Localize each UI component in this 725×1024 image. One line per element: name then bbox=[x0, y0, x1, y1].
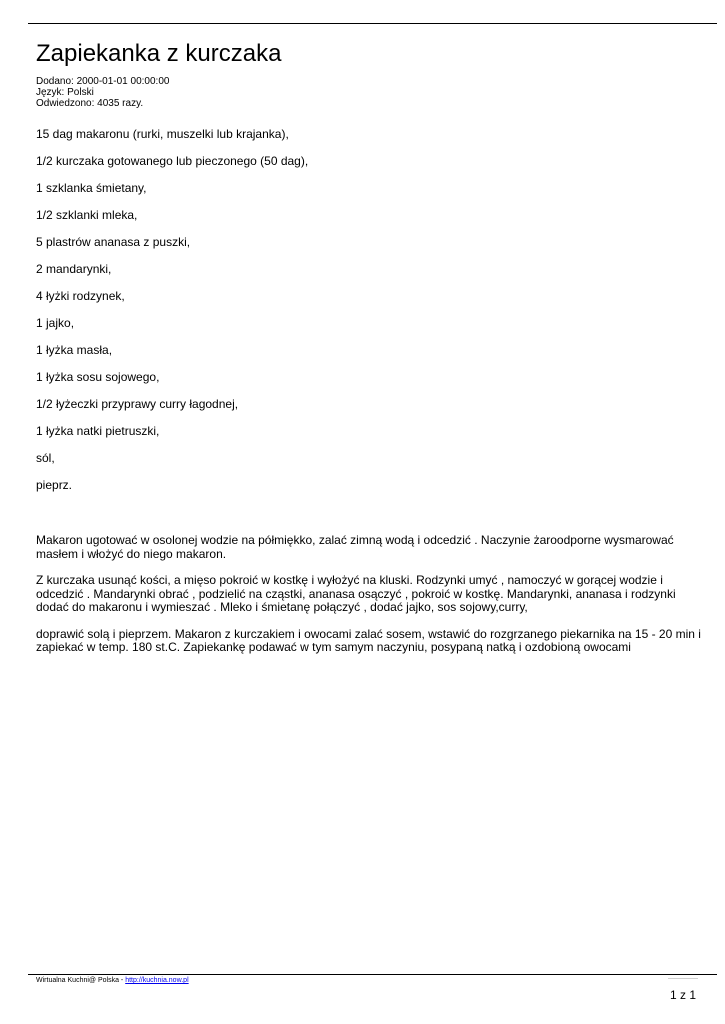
ingredient-item: 1 szklanka śmietany, bbox=[36, 181, 147, 195]
instruction-paragraph: Z kurczaka usunąć kości, a mięso pokroić w kostkę i wyłożyć na kluski. Rodzynki umyć , namoczyć w gorącej wodzie i odcedzić . Mandarynki obrać , podzielić na cząstki, ananasa osączyć , pokroić w kostkę. Mandarynki, ananasa i rodzynki dodać do makaronu i wymieszać . Mleko i śmietanę połączyć , dodać jajko, sos sojowy,curry, bbox=[36, 573, 676, 614]
ingredient-item: 1 jajko, bbox=[36, 316, 75, 330]
page-number: 1 z 1 bbox=[670, 988, 697, 1002]
ingredient-item: 1/2 łyżeczki przyprawy curry łagodnej, bbox=[36, 397, 239, 411]
recipe-title: Zapiekanka z kurczaka bbox=[36, 40, 282, 67]
ingredient-item: 1/2 szklanki mleka, bbox=[36, 208, 138, 222]
footer-divider bbox=[28, 974, 717, 975]
ingredient-item: sól, bbox=[36, 451, 55, 465]
meta-visited: Odwiedzono: 4035 razy. bbox=[36, 98, 144, 109]
ingredient-item: 2 mandarynki, bbox=[36, 262, 112, 276]
ingredients-list bbox=[36, 127, 308, 505]
recipe-meta bbox=[36, 76, 169, 109]
ingredient-item: 1 łyżka natki pietruszki, bbox=[36, 424, 160, 438]
instruction-paragraph: doprawić solą i pieprzem. Makaron z kurczakiem i owocami zalać sosem, wstawić do rozgrzanego piekarnika na 15 - 20 min i zapiekać w temp. 180 st.C. Zapiekankę podawać w tym samym naczyniu, posypaną natką i ozdobioną owocami bbox=[36, 626, 701, 654]
ingredient-item: 1/2 kurczaka gotowanego lub pieczonego (50 dag), bbox=[36, 154, 309, 168]
footer-site-name: Wirtualna Kuchni@ Polska - bbox=[36, 977, 126, 984]
footer-credit bbox=[36, 976, 189, 985]
meta-added: Dodano: 2000-01-01 00:00:00 bbox=[36, 76, 170, 87]
ingredient-item: 4 łyżki rodzynek, bbox=[36, 289, 125, 303]
ingredient-item: pieprz. bbox=[36, 478, 73, 492]
meta-language: Język: Polski bbox=[36, 87, 94, 98]
ingredient-item: 5 plastrów ananasa z puszki, bbox=[36, 235, 191, 249]
footer-site-link[interactable]: http://kuchnia.now.pl bbox=[125, 977, 189, 984]
ingredient-item: 1 łyżka sosu sojowego, bbox=[36, 370, 160, 384]
instruction-paragraph: Makaron ugotować w osolonej wodzie na półmiękko, zalać zimną wodą i odcedzić . Naczynie żaroodporne wysmarować masłem i włożyć do niego makaron. bbox=[36, 533, 674, 561]
ingredient-item: 15 dag makaronu (rurki, muszelki lub krajanka), bbox=[36, 127, 289, 141]
header-divider bbox=[28, 23, 717, 24]
ingredient-item: 1 łyżka masła, bbox=[36, 343, 113, 357]
footer-mark bbox=[668, 978, 698, 979]
instructions bbox=[36, 534, 704, 668]
